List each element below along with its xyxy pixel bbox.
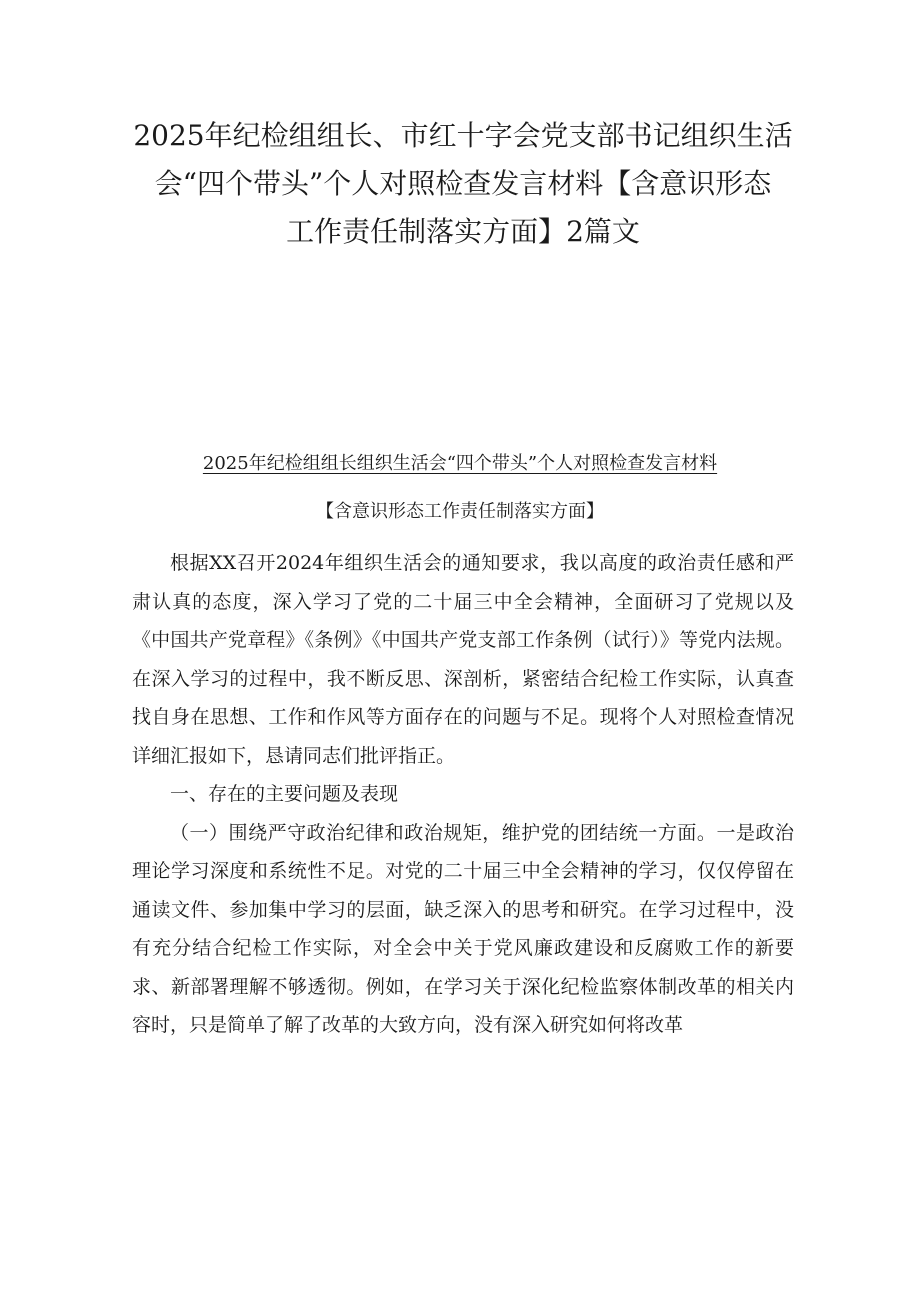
section-heading: 一、存在的主要问题及表现 [170, 783, 399, 805]
section-title: 2025年纪检组组长组织生活会“四个带头”个人对照检查发言材料 [202, 453, 718, 474]
body-text [132, 544, 794, 1045]
section-subtitle: 【含意识形态工作责任制落实方面】 [316, 501, 604, 522]
document-title [132, 0, 794, 256]
body-paragraph: （一）围绕严守政治纪律和政治规矩，维护党的团结统一方面。一是政治理论学习深度和系统性不足。对党的二十届三中全会精神的学习，仅仅停留在通读文件、参加集中学习的层面，缺乏深入的思考和研究。在学习过程中，没有充分结合纪检工作实际，对全会中关于党风廉政建设和反腐败工作的新要求、新部署理解不够透彻。例如，在学习关于深化纪检监察体制改革的相关内容时，只是简单了解了改革的大致方向，没有深入研究如何将改革 [132, 821, 794, 1036]
document-title-line-1: 2025年纪检组组长、市红十字会党支部书记组织生活 [133, 119, 793, 152]
document-title-line-3: 工作责任制落实方面】2篇文 [286, 215, 640, 248]
intro-paragraph: 根据XX召开2024年组织生活会的通知要求，我以高度的政治责任感和严肃认真的态度，深入学习了党的二十届三中全会精神，全面研习了党规以及《中国共产党章程》《条例》《中国共产党支部工作条例（试行）》等党内法规。在深入学习的过程中，我不断反思、深剖析，紧密结合纪检工作实际，认真查找自身在思想、工作和作风等方面存在的问题与不足。现将个人对照检查情况详细汇报如下，恳请同志们批评指正。 [132, 552, 794, 767]
document-title-line-2: 会“四个带头”个人对照检查发言材料【含意识形态 [154, 167, 772, 200]
